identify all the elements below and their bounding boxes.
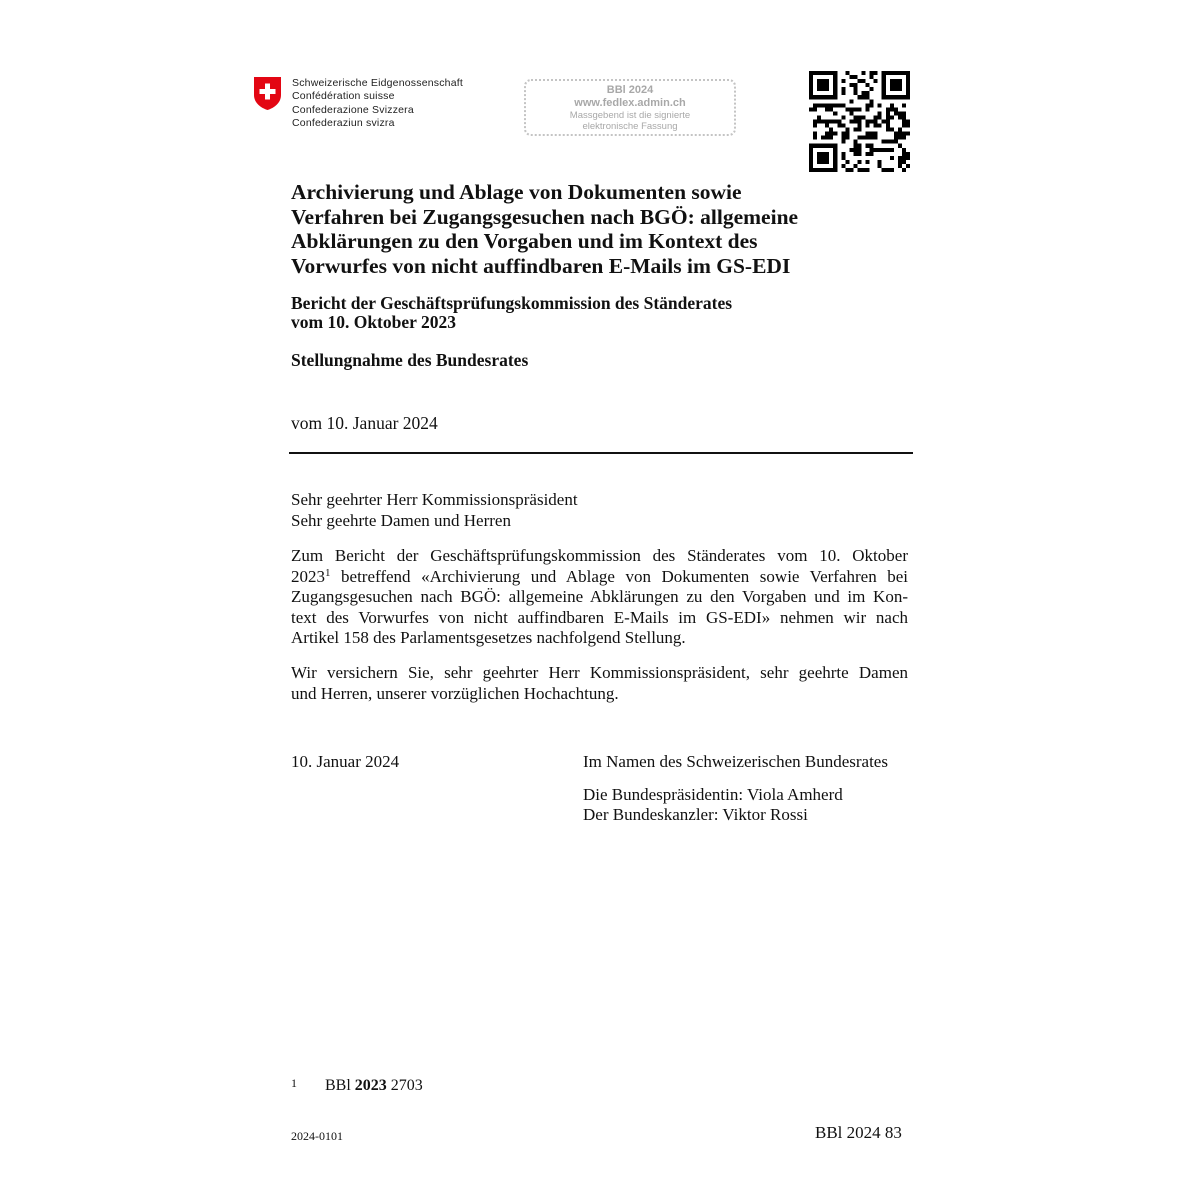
stamp-url: www.fedlex.admin.ch (574, 97, 686, 109)
paragraph-line: Artikel 158 des Parlamentsgesetzes nachfolgend Stellung. (291, 628, 686, 647)
paragraph-2 (291, 663, 908, 704)
salutation-line: Sehr geehrte Damen und Herren (291, 510, 511, 530)
footnote-page: 2703 (386, 1077, 423, 1094)
signature-block (583, 752, 888, 826)
subtitle-line: vom 10. Oktober 2023 (291, 312, 456, 332)
publication-stamp (524, 79, 736, 136)
stamp-note-1: Massgebend ist die signierte (569, 110, 691, 121)
paragraph-1 (291, 546, 908, 649)
agency-name (292, 77, 463, 130)
qr-code-icon (809, 71, 910, 172)
statement-date: vom 10. Januar 2024 (291, 413, 438, 433)
agency-line-rm: Confederaziun svizra (292, 116, 395, 129)
paragraph-line (291, 567, 908, 588)
footnote-prefix: BBl (325, 1077, 355, 1094)
paragraph-line: Wir versichern Sie, sehr geehrter Herr Kommissionspräsident, sehr geehrte Damen (291, 663, 908, 682)
title-line: Abklärungen zu den Vorgaben und im Kontext des (291, 229, 758, 253)
salutation (291, 490, 578, 531)
swiss-cross-icon (253, 76, 282, 111)
agency-line-it: Confederazione Svizzera (292, 103, 414, 116)
document-number: 2024-0101 (291, 1129, 343, 1143)
stamp-gazette: BBl 2024 (606, 84, 654, 96)
document-title (291, 180, 891, 278)
signature-president: Die Bundespräsidentin: Viola Amherd (583, 784, 843, 804)
signature-date: 10. Januar 2024 (291, 752, 400, 771)
divider (289, 452, 913, 454)
title-line: Archivierung und Ablage von Dokumenten sowie (291, 180, 742, 204)
title-line: Verfahren bei Zugangsgesuchen nach BGÖ: allgemeine (291, 204, 799, 229)
footnote-number: 1 (291, 1076, 297, 1090)
page-reference: BBl 2024 83 (815, 1123, 902, 1142)
title-line: Vorwurfes von nicht auffindbaren E-Mails im GS-EDI (291, 253, 791, 278)
paragraph-text: betreffend «Archivierung und Ablage von Dokumenten sowie Verfahren bei (330, 566, 908, 586)
signature-on-behalf: Im Namen des Schweizerischen Bundesrates (583, 752, 888, 771)
footnote-year: 2023 (354, 1077, 387, 1094)
agency-line-fr: Confédération suisse (292, 90, 395, 103)
document-subtitle (291, 294, 732, 332)
footnote-ref[interactable]: 1 (325, 566, 331, 579)
footnote-text (325, 1077, 423, 1095)
paragraph-line: Zum Bericht der Geschäftsprüfungskommission des Ständerates vom 10. Oktober (291, 546, 908, 565)
subtitle-line: Bericht der Geschäftsprüfungskommission des Ständerates (291, 293, 733, 313)
paragraph-text: 2023 (291, 566, 325, 586)
paragraph-line: text des Vorwurfes von nicht auffindbaren E-Mails im GS-EDI» nehmen wir nach (291, 607, 908, 627)
signature-chancellor: Der Bundeskanzler: Viktor Rossi (583, 805, 808, 824)
agency-line-de: Schweizerische Eidgenossenschaft (292, 77, 463, 89)
stamp-note-2: elektronische Fassung (582, 121, 678, 132)
salutation-line: Sehr geehrter Herr Kommissionspräsident (291, 490, 578, 509)
statement-heading: Stellungnahme des Bundesrates (291, 350, 529, 370)
paragraph-line: Zugangsgesuchen nach BGÖ: allgemeine Abklärungen zu den Vorgaben und im Kon- (291, 587, 908, 606)
paragraph-line: und Herren, unserer vorzüglichen Hochachtung. (291, 683, 619, 703)
